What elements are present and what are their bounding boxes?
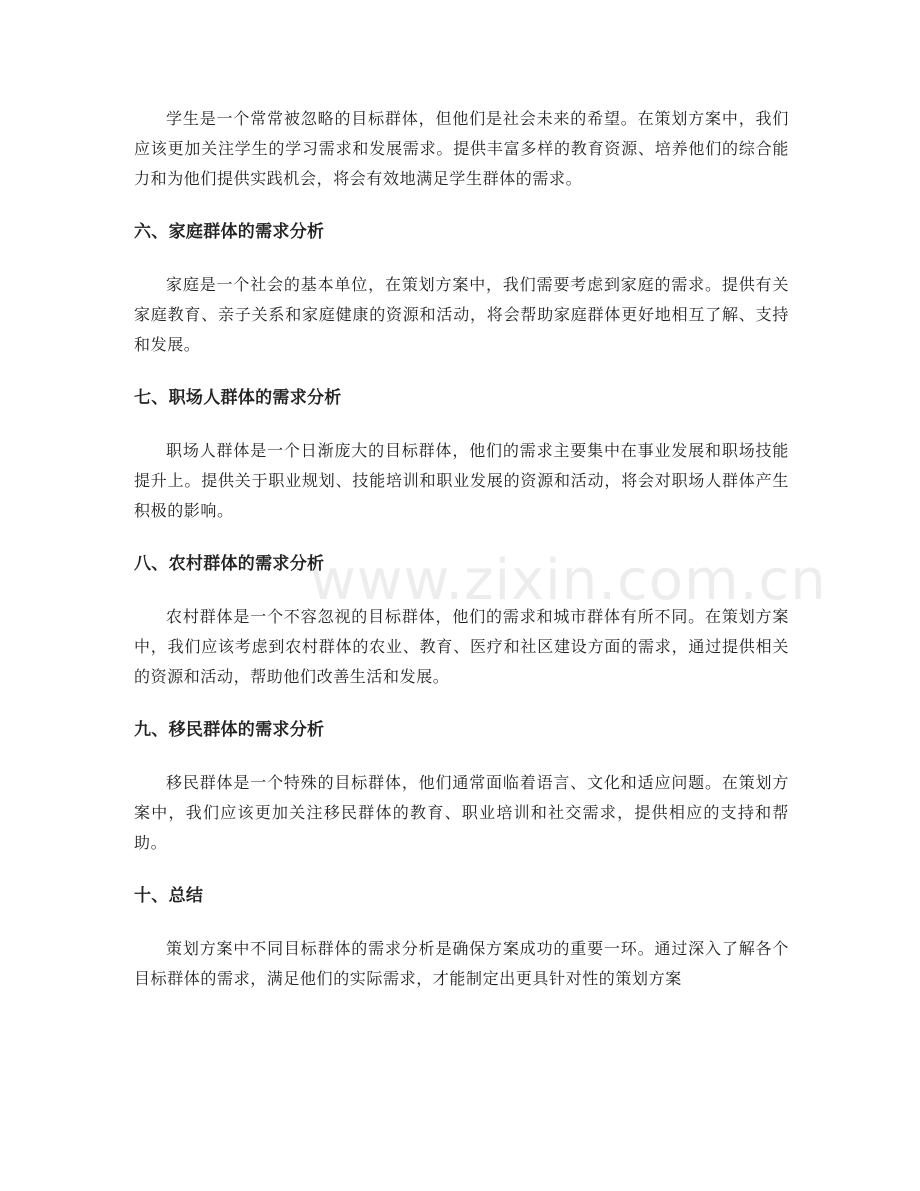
section-body-summary: 策划方案中不同目标群体的需求分析是确保方案成功的重要一环。通过深入了解各个目标群体的需求，满足他们的实际需求，才能制定出更具针对性的策划方案 [134, 939, 789, 988]
section-body-workplace: 职场人群体是一个日渐庞大的目标群体，他们的需求主要集中在事业发展和职场技能提升上。提供关于职业规划、技能培训和职业发展的资源和活动，将会对职场人群体产生积极的影响。 [134, 441, 789, 520]
section-body-rural: 农村群体是一个不容忽视的目标群体，他们的需求和城市群体有所不同。在策划方案中，我们应该考虑到农村群体的农业、教育、医疗和社区建设方面的需求，通过提供相关的资源和活动，帮助他们改善生活和发展。 [134, 607, 789, 686]
section-heading-workplace: 七、职场人群体的需求分析 [134, 388, 342, 408]
section-body-family: 家庭是一个社会的基本单位，在策划方案中，我们需要考虑到家庭的需求。提供有关家庭教育、亲子关系和家庭健康的资源和活动，将会帮助家庭群体更好地相互了解、支持和发展。 [134, 275, 789, 354]
section-heading-family: 六、家庭群体的需求分析 [134, 222, 325, 242]
document-body [134, 104, 789, 994]
section-body-immigrant: 移民群体是一个特殊的目标群体，他们通常面临着语言、文化和适应问题。在策划方案中，我们应该更加关注移民群体的教育、职业培训和社交需求，提供相应的支持和帮助。 [134, 773, 789, 852]
section-heading-immigrant: 九、移民群体的需求分析 [134, 720, 325, 740]
intro-paragraph: 学生是一个常常被忽略的目标群体，但他们是社会未来的希望。在策划方案中，我们应该更加关注学生的学习需求和发展需求。提供丰富多样的教育资源、培养他们的综合能力和为他们提供实践机会，将会有效地满足学生群体的需求。 [134, 109, 789, 188]
section-heading-rural: 八、农村群体的需求分析 [134, 554, 325, 574]
watermark: www.zixin.com.cn [310, 548, 827, 613]
section-heading-summary: 十、总结 [134, 886, 204, 906]
